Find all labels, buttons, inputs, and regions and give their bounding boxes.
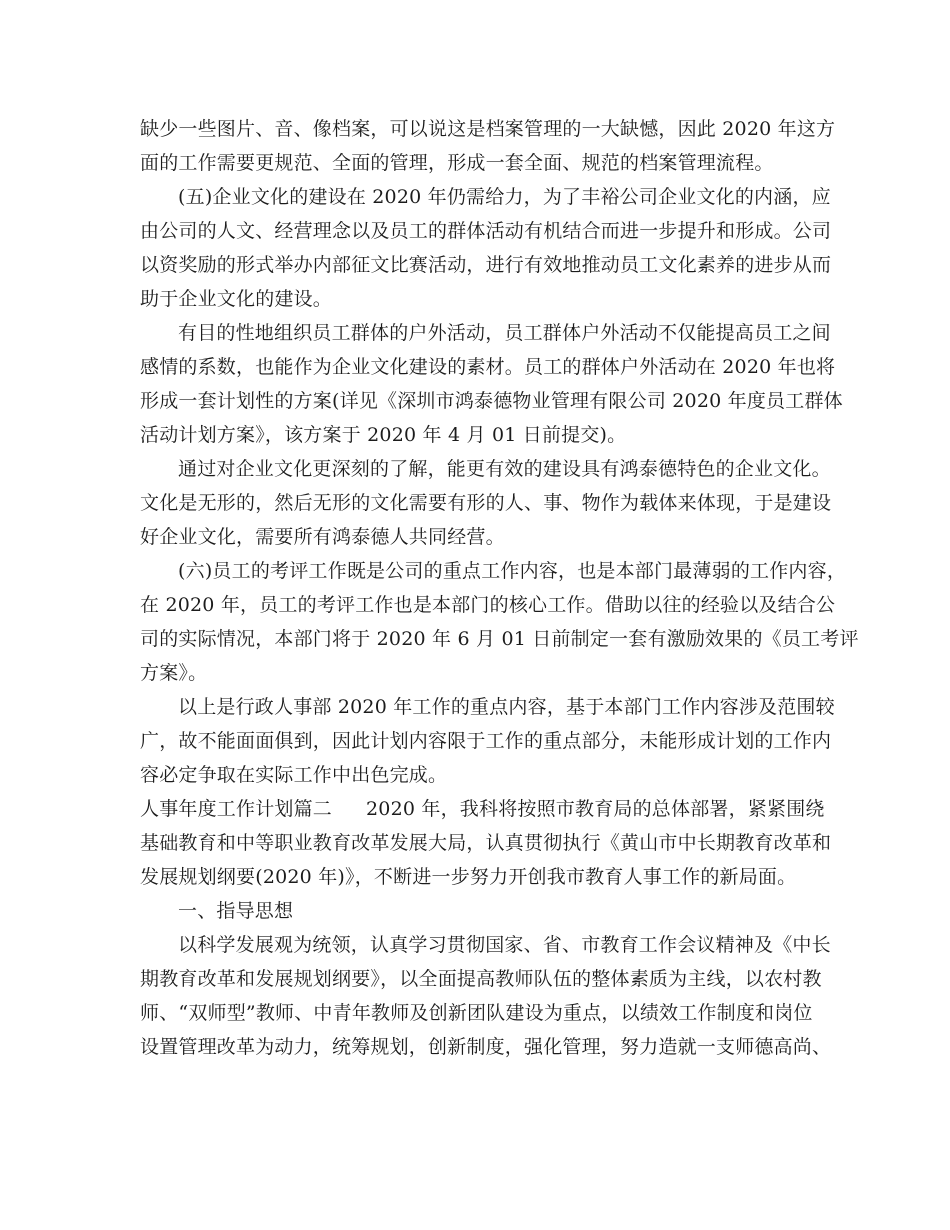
text-line: (五)企业文化的建设在 2020 年仍需给力，为了丰裕公司企业文化的内涵，应 <box>178 186 831 208</box>
text-line: 缺少一些图片、音、像档案，可以说这是档案管理的一大缺憾，因此 2020 年这方 <box>140 118 836 140</box>
text-line: 助于企业文化的建设。 <box>140 288 333 310</box>
text-line: 容必定争取在实际工作中出色完成。 <box>140 764 448 786</box>
text-line: 期教育改革和发展规划纲要》，以全面提高教师队伍的整体素质为主线，以农村教 <box>140 968 822 990</box>
text-line: 通过对企业文化更深刻的了解，能更有效的建设具有鸿泰德特色的企业文化。 <box>178 458 831 480</box>
text-line: 感情的系数，也能作为企业文化建设的素材。员工的群体户外活动在 2020 年也将 <box>140 356 836 378</box>
document-body <box>140 112 859 1064</box>
text-line: 基础教育和中等职业教育改革发展大局，认真贯彻执行《黄山市中长期教育改革和 <box>140 832 832 854</box>
text-line: 广，故不能面面俱到，因此计划内容限于工作的重点部分，未能形成计划的工作内 <box>140 730 832 752</box>
text-line: 师、“双师型”教师、中青年教师及创新团队建设为重点，以绩效工作制度和岗位 <box>140 1002 813 1024</box>
section-heading: 人事年度工作计划篇二 <box>140 798 333 820</box>
text-line: 司的实际情况，本部门将于 2020 年 6 月 01 日前制定一套有激励效果的《员工考评 <box>140 628 859 650</box>
text-line: 文化是无形的，然后无形的文化需要有形的人、事、物作为载体来体现，于是建设 <box>140 492 832 514</box>
text-line: 面的工作需要更规范、全面的管理，形成一套全面、规范的档案管理流程。 <box>140 152 774 174</box>
text-line: 方案》。 <box>140 662 208 684</box>
text-line: 活动计划方案》，该方案于 2020 年 4 月 01 日前提交)。 <box>140 424 627 446</box>
text-line: 发展规划纲要(2020 年)》，不断进一步努力开创我市教育人事工作的新局面。 <box>140 866 797 888</box>
section-heading-line <box>140 792 825 826</box>
text-line: 形成一套计划性的方案(详见《深圳市鸿泰德物业管理有限公司 2020 年度员工群体 <box>140 390 843 412</box>
text-line: 以科学发展观为统领，认真学习贯彻国家、省、市教育工作会议精神及《中长 <box>178 934 831 956</box>
text-line: 以资奖励的形式举办内部征文比赛活动，进行有效地推动员工文化素养的进步从而 <box>140 254 832 276</box>
text-line: 设置管理改革为动力，统筹规划，创新制度，强化管理，努力造就一支师德高尚、 <box>140 1036 832 1058</box>
paragraph-block-workplan <box>140 112 859 792</box>
text-line: 好企业文化，需要所有鸿泰德人共同经营。 <box>140 526 505 548</box>
section-heading-continuation: 2020 年，我科将按照市教育局的总体部署，紧紧围绕 <box>366 798 825 820</box>
text-line: 由公司的人文、经营理念以及员工的群体活动有机结合而进一步提升和形成。公司 <box>140 220 832 242</box>
text-line: (六)员工的考评工作既是公司的重点工作内容，也是本部门最薄弱的工作内容， <box>178 560 847 582</box>
text-line: 在 2020 年，员工的考评工作也是本部门的核心工作。借助以往的经验以及结合公 <box>140 594 836 616</box>
paragraph-block-education <box>140 826 832 1064</box>
text-line: 以上是行政人事部 2020 年工作的重点内容，基于本部门工作内容涉及范围较 <box>178 696 835 718</box>
text-line: 一、指导思想 <box>178 900 294 922</box>
text-line: 有目的性地组织员工群体的户外活动，员工群体户外活动不仅能提高员工之间 <box>178 322 831 344</box>
